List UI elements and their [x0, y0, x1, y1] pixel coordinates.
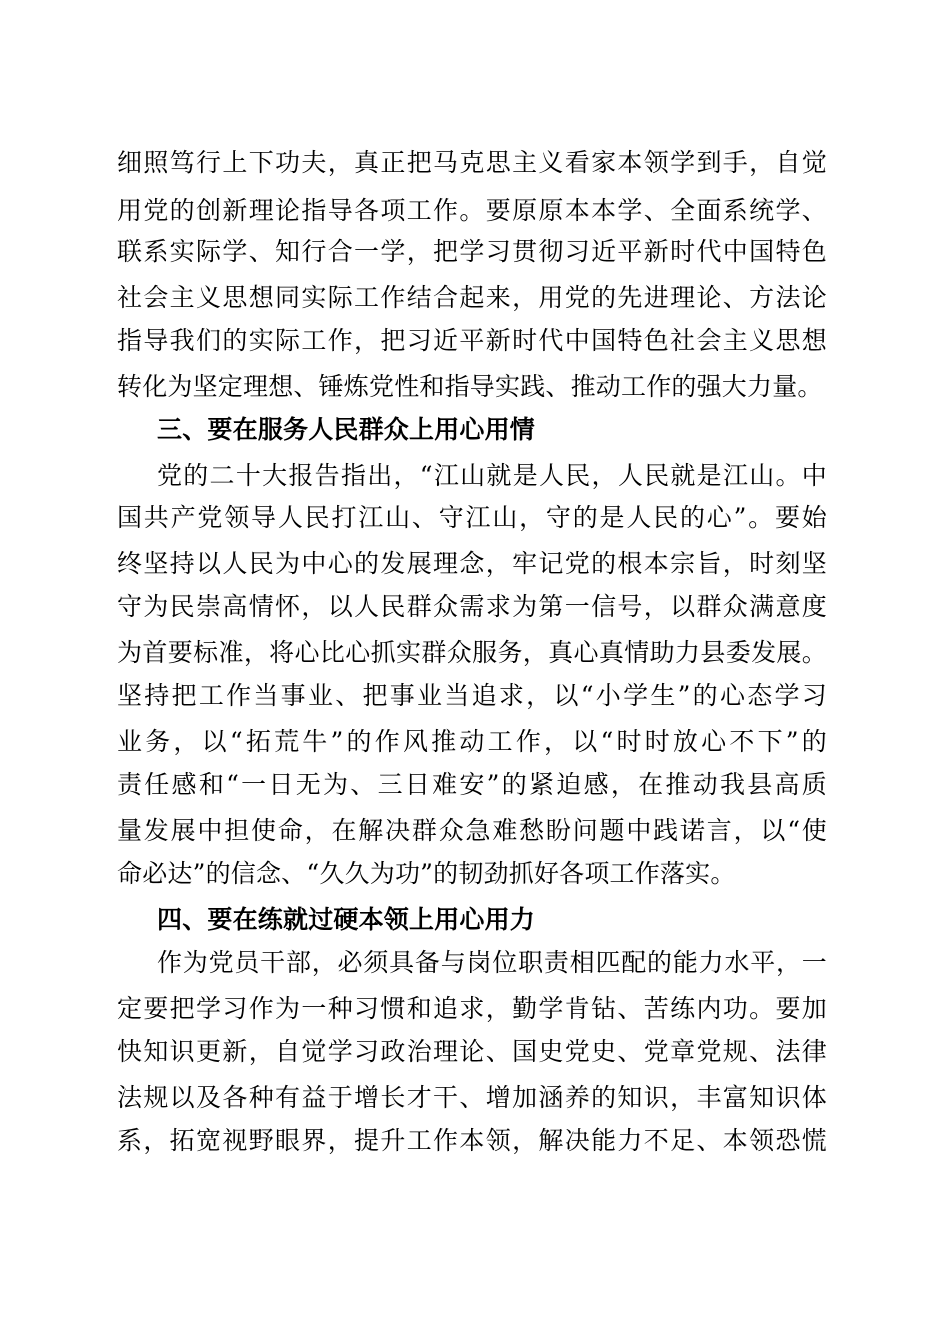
paragraph-line: 责任感和“一日无为、三日难安”的紧迫感，在推动我县高质 — [117, 770, 827, 799]
paragraph-line: 坚持把工作当事业、把事业当追求，以“小学生”的心态学习 — [117, 681, 827, 710]
paragraph-line: 业务，以“拓荒牛”的作风推动工作，以“时时放心不下”的 — [117, 727, 827, 756]
paragraph-line: 转化为坚定理想、锤炼党性和指导实践、推动工作的强大力量。 — [117, 372, 823, 401]
paragraph-line: 系，拓宽视野眼界，提升工作本领，解决能力不足、本领恐慌 — [117, 1126, 827, 1155]
section-heading-4: 四、要在练就过硬本领上用心用力 — [157, 905, 536, 934]
paragraph-line: 快知识更新，自觉学习政治理论、国史党史、党章党规、法律 — [117, 1037, 827, 1066]
paragraph-line: 联系实际学、知行合一学，把学习贯彻习近平新时代中国特色 — [117, 237, 827, 266]
paragraph-line: 法规以及各种有益于增长才干、增加涵养的知识，丰富知识体 — [117, 1083, 827, 1112]
section-heading-3: 三、要在服务人民群众上用心用情 — [157, 415, 536, 444]
paragraph-line: 国共产党领导人民打江山、守江山，守的是人民的心”。要始 — [117, 503, 827, 532]
paragraph-line: 命必达”的信念、“久久为功”的韧劲抓好各项工作落实。 — [117, 859, 736, 888]
paragraph-line: 守为民崇高情怀，以人民群众需求为第一信号，以群众满意度 — [117, 592, 827, 621]
paragraph-line: 用党的创新理论指导各项工作。要原原本本学、全面系统学、 — [117, 196, 827, 225]
paragraph-line: 终坚持以人民为中心的发展理念，牢记党的根本宗旨，时刻坚 — [117, 549, 827, 578]
paragraph-line: 社会主义思想同实际工作结合起来，用党的先进理论、方法论 — [117, 283, 827, 312]
paragraph-line: 党的二十大报告指出，“江山就是人民，人民就是江山。中 — [157, 461, 827, 490]
paragraph-line: 细照笃行上下功夫，真正把马克思主义看家本领学到手，自觉 — [117, 148, 827, 177]
paragraph-line: 为首要标准，将心比心抓实群众服务，真心真情助力县委发展。 — [117, 638, 827, 667]
paragraph-line: 指导我们的实际工作，把习近平新时代中国特色社会主义思想 — [117, 326, 827, 355]
paragraph-line: 作为党员干部，必须具备与岗位职责相匹配的能力水平，一 — [157, 948, 827, 977]
paragraph-line: 量发展中担使命，在解决群众急难愁盼问题中践诺言，以“使 — [117, 816, 827, 845]
paragraph-line: 定要把学习作为一种习惯和追求，勤学肯钻、苦练内功。要加 — [117, 994, 827, 1023]
